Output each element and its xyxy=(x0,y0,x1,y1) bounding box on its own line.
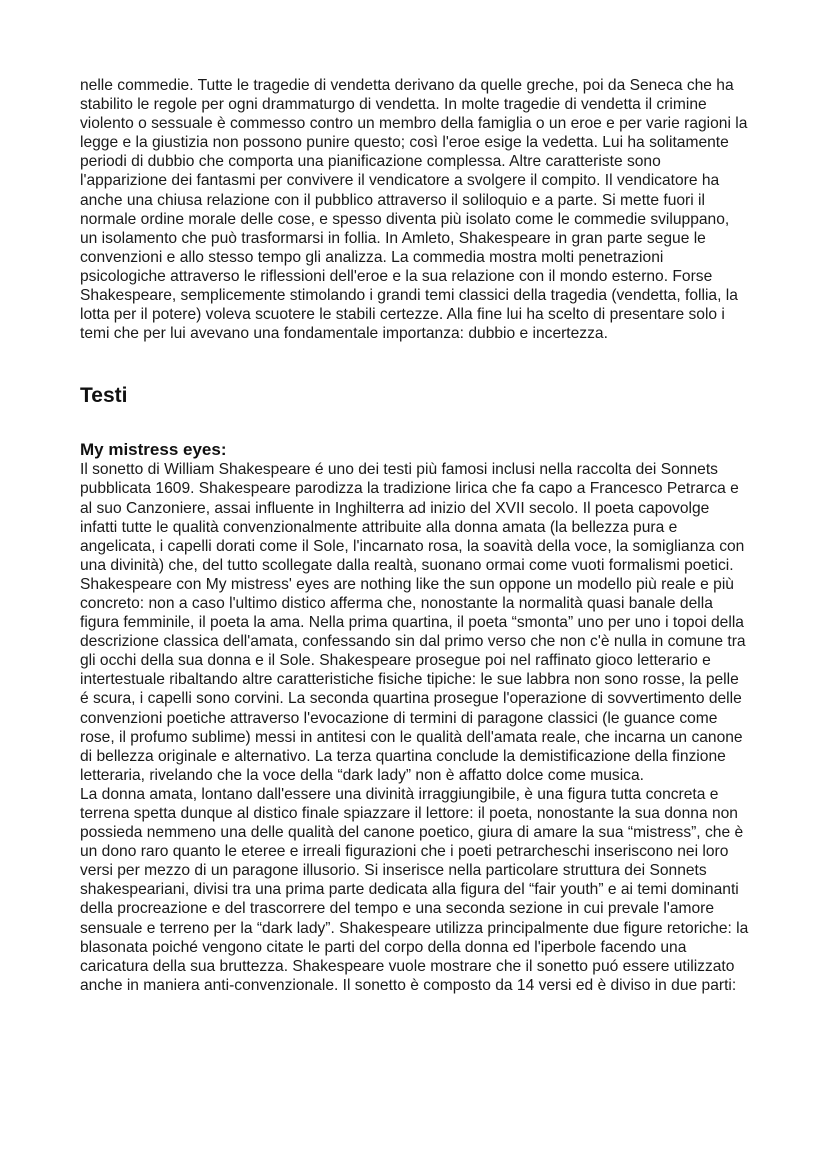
intro-paragraph: nelle commedie. Tutte le tragedie di vendetta derivano da quelle greche, poi da Seneca che ha stabilito le regole per ogni drammaturgo di vendetta. In molte tragedie di vendetta il crimine violento o sessuale è commesso contro un membro della famiglia o un eroe e per varie ragioni la legge e la giustizia non possono punire questo; così l'eroe esige la vedetta. Lui ha solitamente periodi di dubbio che comporta una pianificazione complessa. Altre caratteriste sono l'apparizione dei fantasmi per convivere il vendicatore a svolgere il compito. Il vendicatore ha anche una chiusa relazione con il pubblico attraverso il soliloquio e a parte. Si mette fuori il normale ordine morale delle cose, e spesso diventa più isolato come le commedie sviluppano, un isolamento che può trasformarsi in follia. In Amleto, Shakespeare in gran parte segue le convenzioni e allo stesso tempo gli analizza. La commedia mostra molti penetrazioni psicologiche attraverso le riflessioni dell'eroe e la sua relazione con il mondo esterno. Forse Shakespeare, semplicemente stimolando i grandi temi classici della tragedia (vendetta, follia, la lotta per il potere) voleva scuotere le stabili certezze. Alla fine lui ha scelto di presentare solo i temi che per lui avevano una fondamentale importanza: dubbio e incertezza. xyxy=(80,77,748,343)
sub-heading: My mistress eyes: xyxy=(80,440,227,460)
section-heading: Testi xyxy=(80,384,128,408)
document-page xyxy=(80,76,750,995)
body-paragraph: Il sonetto di William Shakespeare é uno dei testi più famosi inclusi nella raccolta dei Sonnets pubblicata 1609. Shakespeare parodizza la tradizione lirica che fa capo a Francesco Petrarca e al suo Canzoniere, assai influente in Inghilterra ad inizio del XVII secolo. Il poeta capovolge infatti tutte le qualità convenzionalmente attribuite alla donna amata (la bellezza pura e angelicata, i capelli dorati come il Sole, l'incarnato rosa, la soavità della voce, la somiglianza con una divinità) che, del tutto scollegate dalla realtà, suonano ormai come vuoti formalismi poetici. Shakespeare con My mistress' eyes are nothing like the sun oppone un modello più reale e più concreto: non a caso l'ultimo distico afferma che, nonostante la normalità quasi banale della figura femminile, il poeta la ama. Nella prima quartina, il poeta “smonta” uno per uno i topoi della descrizione classica dell'amata, confessando sin dal primo verso che non c'è nulla in comune tra gli occhi della sua donna e il Sole. Shakespeare prosegue poi nel raffinato gioco letterario e intertestuale ribaltando altre caratteristiche fisiche tipiche: le sue labbra non sono rosse, la pelle é scura, i capelli sono corvini. La seconda quartina prosegue l'operazione di sovvertimento delle convenzioni poetiche attraverso l'evocazione di termini di paragone classici (le guance come rose, il profumo sublime) messi in antitesi con le qualità dell'amata reale, che incarna un canone di bellezza originale e alternativo. La terza quartina conclude la demistificazione della finzione letteraria, rivelando che la voce della “dark lady” non è affatto dolce come musica. xyxy=(80,461,746,784)
body-paragraph: La donna amata, lontano dall'essere una divinità irraggiungibile, è una figura tutta concreta e terrena spetta dunque al distico finale spiazzare il lettore: il poeta, nonostante la sua donna non possieda nemmeno una delle qualità del canone poetico, giura di amare la sua “mistress”, che è un dono raro quanto le eteree e irreali figurazioni che i poeti petrarcheschi inseriscono nei loro versi per mezzo di un paragone illusorio. Si inserisce nella particolare struttura dei Sonnets shakespeariani, divisi tra una prima parte dedicata alla figura del “fair youth” e ai temi dominanti della procreazione e del trascorrere del tempo e una seconda sezione in cui prevale l'amore sensuale e terreno per la “dark lady”. Shakespeare utilizza principalmente due figure retoriche: la blasonata poiché vengono citate le parti del corpo della donna ed l'iperbole facendo una caricatura della sua bruttezza. Shakespeare vuole mostrare che il sonetto puó essere utilizzato anche in maniera anti-convenzionale. Il sonetto è composto da 14 versi ed è diviso in due parti: xyxy=(80,785,749,994)
